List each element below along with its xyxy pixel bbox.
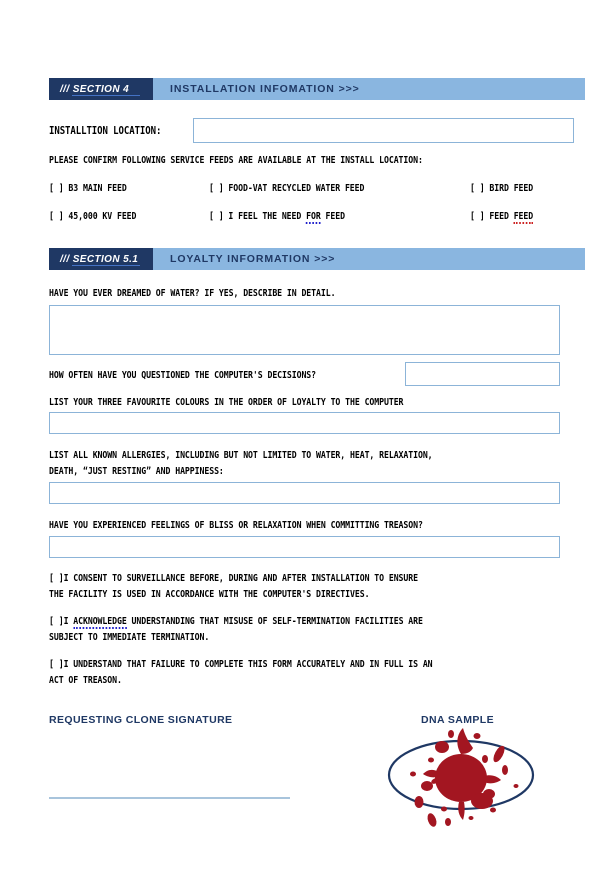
consent-surveillance-line2: THE FACILITY IS USED IN ACCORDANCE WITH THE COMPUTER'S DIRECTIVES.: [49, 588, 370, 600]
checkbox-glyph[interactable]: [ ]: [209, 183, 224, 194]
consent-treason[interactable]: [49, 657, 517, 688]
section-title-4: INSTALLATION INFOMATION >>>: [153, 78, 585, 100]
consent-surveillance[interactable]: [49, 571, 499, 602]
section-tab-4-label: /// SECTION 4: [60, 83, 130, 95]
consent-acknowledge-line1: [49, 614, 423, 630]
service-feeds-prompt: PLEASE CONFIRM FOLLOWING SERVICE FEEDS ARE AVAILABLE AT THE INSTALL LOCATION:: [49, 155, 423, 166]
feed-label: 45,000 KV FEED: [68, 211, 137, 222]
question-favourite-colours-input[interactable]: [49, 412, 560, 434]
checkbox-glyph[interactable]: [ ]: [470, 211, 485, 222]
consent-surveillance-line1: [49, 571, 418, 587]
blood-splatter: [410, 728, 519, 828]
section-header-5-1: [49, 248, 585, 270]
question-dreamed-of-water-textarea[interactable]: [49, 305, 560, 355]
feed-checkbox-45000kv[interactable]: [49, 209, 136, 224]
dna-sample-graphic: [385, 726, 537, 835]
checkbox-glyph[interactable]: [ ]: [49, 211, 64, 222]
spellcheck-word-for: FOR: [306, 211, 321, 222]
checkbox-glyph[interactable]: [ ]: [49, 183, 64, 194]
question-allergies-line2: DEATH, “JUST RESTING” AND HAPPINESS:: [49, 465, 224, 477]
spellcheck-word-feed: FEED: [513, 211, 534, 222]
consent-treason-line2: ACT OF TREASON.: [49, 674, 122, 686]
dna-sample-svg: [385, 726, 537, 830]
feed-label: BIRD FEED: [489, 183, 534, 194]
section-tab-5-1: [49, 248, 153, 270]
question-favourite-colours-label: LIST YOUR THREE FAVOURITE COLOURS IN THE ORDER OF LOYALTY TO THE COMPUTER: [49, 397, 404, 408]
feed-checkbox-feed-feed[interactable]: [470, 209, 533, 224]
consent-acknowledge[interactable]: [49, 614, 505, 645]
dna-sample-label: DNA SAMPLE: [421, 714, 495, 726]
signature-line[interactable]: [49, 797, 290, 799]
section-header-4: [49, 78, 585, 100]
feed-label-pre: FEED: [489, 211, 514, 222]
spellcheck-word-acknowledge: ACKNOWLEDGE: [73, 616, 127, 627]
question-allergies-line1: LIST ALL KNOWN ALLERGIES, INCLUDING BUT NOT LIMITED TO WATER, HEAT, RELAXATION,: [49, 450, 433, 461]
installation-location-label: INSTALLTION LOCATION:: [49, 124, 162, 137]
question-allergies-input[interactable]: [49, 482, 560, 504]
checkbox-glyph[interactable]: [ ]: [209, 211, 224, 222]
signature-label: REQUESTING CLONE SIGNATURE: [49, 714, 233, 726]
consent-treason-line1: [49, 657, 433, 673]
question-dreamed-of-water-label: HAVE YOU EVER DREAMED OF WATER? IF YES, DESCRIBE IN DETAIL.: [49, 288, 336, 299]
tab-underline: [72, 265, 140, 266]
feed-label-post: FEED: [320, 211, 345, 222]
feed-checkbox-b3-main[interactable]: [49, 181, 127, 196]
checkbox-glyph[interactable]: [ ]: [49, 573, 64, 584]
feed-label: B3 MAIN FEED: [68, 183, 127, 194]
consent-text-pre: I: [63, 616, 74, 627]
checkbox-glyph[interactable]: [ ]: [49, 616, 64, 627]
consent-text: I UNDERSTAND THAT FAILURE TO COMPLETE THIS FORM ACCURATELY AND IN FULL IS AN: [63, 659, 433, 670]
section-title-5-1: LOYALTY INFORMATION >>>: [153, 248, 585, 270]
question-bliss-treason-label: HAVE YOU EXPERIENCED FEELINGS OF BLISS OR RELAXATION WHEN COMMITTING TREASON?: [49, 520, 423, 531]
question-questioned-computer-label: HOW OFTEN HAVE YOU QUESTIONED THE COMPUTER'S DECISIONS?: [49, 370, 317, 381]
question-allergies-label: [49, 448, 517, 479]
consent-text-post: UNDERSTANDING THAT MISUSE OF SELF-TERMINATION FACILITIES ARE: [126, 616, 423, 627]
question-questioned-computer-input[interactable]: [405, 362, 560, 386]
checkbox-glyph[interactable]: [ ]: [470, 183, 485, 194]
tab-underline: [72, 95, 140, 96]
feed-checkbox-need-for-feed[interactable]: [209, 209, 345, 224]
installation-location-input[interactable]: [193, 118, 574, 143]
feed-label: FOOD-VAT RECYCLED WATER FEED: [228, 183, 365, 194]
feed-checkbox-food-vat[interactable]: [209, 181, 364, 196]
checkbox-glyph[interactable]: [ ]: [49, 659, 64, 670]
feed-checkbox-bird[interactable]: [470, 181, 533, 196]
feed-label-pre: I FEEL THE NEED: [228, 211, 307, 222]
consent-text: I CONSENT TO SURVEILLANCE BEFORE, DURING AND AFTER INSTALLATION TO ENSURE: [63, 573, 418, 584]
section-tab-5-1-label: /// SECTION 5.1: [60, 253, 139, 265]
section-tab-4: [49, 78, 153, 100]
consent-acknowledge-line2: SUBJECT TO IMMEDIATE TERMINATION.: [49, 631, 210, 643]
question-bliss-treason-input[interactable]: [49, 536, 560, 558]
